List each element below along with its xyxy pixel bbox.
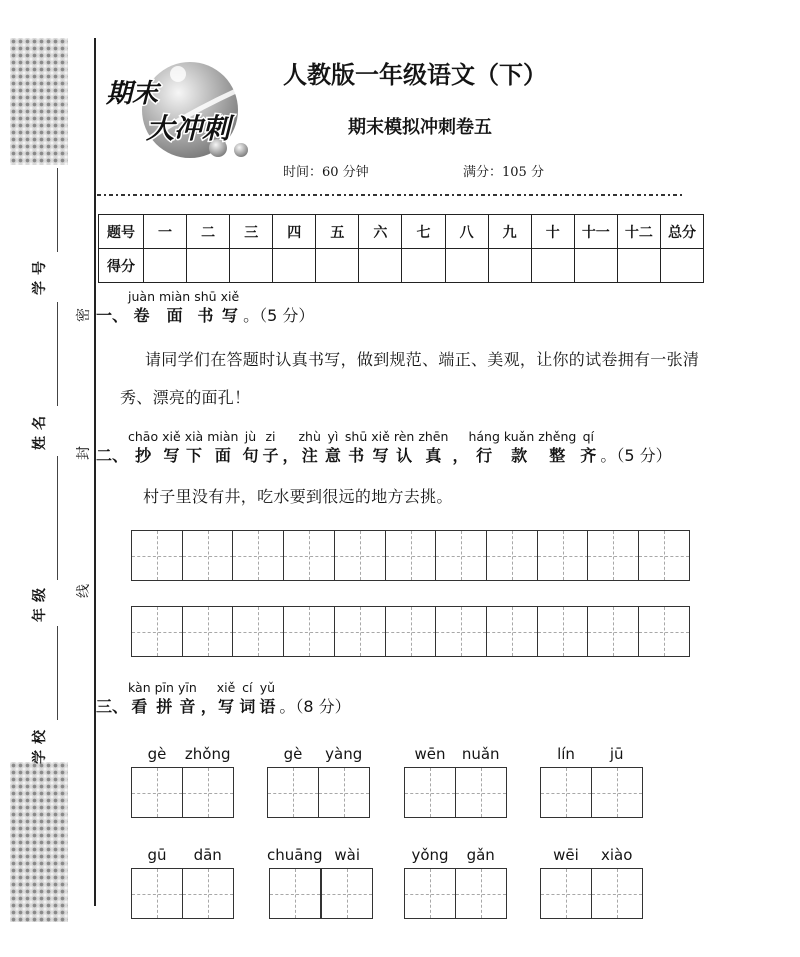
seal-char-mi: 密 xyxy=(76,308,92,322)
pinyin-char xyxy=(217,680,236,718)
section-points: 。（5 分） xyxy=(243,306,315,325)
pinyin-char xyxy=(418,429,448,467)
pinyin: xiě xyxy=(162,429,181,444)
hanzi: 下 xyxy=(185,446,202,465)
pinyin: miàn xyxy=(207,429,239,444)
score-blank-cell xyxy=(359,249,402,283)
word-syllable xyxy=(131,744,183,818)
copy-sentence: 村子里没有井，吃水要到很远的地方去挑。 xyxy=(143,487,453,506)
pinyin: rèn xyxy=(393,429,415,444)
pinyin: cí xyxy=(242,680,253,695)
word-syllable xyxy=(540,845,592,919)
writing-cell xyxy=(591,767,643,818)
writing-cell xyxy=(321,868,373,919)
hanzi: 书 xyxy=(348,446,365,465)
word-item xyxy=(267,845,373,919)
word-pinyin: nuǎn xyxy=(461,745,500,763)
writing-cell xyxy=(334,530,386,581)
hanzi: 认 xyxy=(396,446,413,465)
pinyin: kàn xyxy=(128,680,151,695)
word-syllable xyxy=(455,845,507,919)
pinyin-char xyxy=(262,429,278,467)
question-number-cell: 九 xyxy=(488,215,531,249)
writing-cell xyxy=(455,767,507,818)
section-points: 。（5 分） xyxy=(600,446,672,465)
word-syllable xyxy=(321,845,373,919)
hanzi: 写 xyxy=(163,446,180,465)
hanzi: 音 xyxy=(179,697,196,716)
score-blank-cell xyxy=(488,249,531,283)
score-table xyxy=(98,214,704,283)
section-points: 。（8 分） xyxy=(279,697,351,716)
word-syllable xyxy=(318,744,370,818)
pinyin-char xyxy=(504,429,534,467)
word-pinyin: zhǒng xyxy=(184,745,231,763)
question-number-cell: 十 xyxy=(531,215,574,249)
writing-cell xyxy=(131,767,183,818)
writing-cell xyxy=(540,868,592,919)
word-pinyin: lín xyxy=(557,745,575,763)
question-number-cell: 十一 xyxy=(574,215,617,249)
hanzi: 拼 xyxy=(156,697,173,716)
pinyin-char xyxy=(345,429,367,467)
section-2-heading xyxy=(96,429,672,467)
score-blank-cell xyxy=(617,249,660,283)
pinyin-char xyxy=(178,680,197,718)
binding-write-line xyxy=(57,456,58,580)
score-blank-cell xyxy=(445,249,488,283)
pinyin: juàn xyxy=(128,289,155,304)
hanzi: 整 xyxy=(549,446,566,465)
section-number: 三、 xyxy=(96,697,129,716)
pinyin: miàn xyxy=(159,289,191,304)
pinyin: háng xyxy=(468,429,500,444)
word-pinyin: wēi xyxy=(553,846,579,864)
exam-sprint-logo xyxy=(98,50,258,165)
binding-write-line xyxy=(57,626,58,720)
logo-text-line2: 大冲刺 xyxy=(146,112,231,145)
writing-cell xyxy=(182,868,234,919)
question-number-cell: 二 xyxy=(187,215,230,249)
hanzi: 句 xyxy=(242,446,259,465)
pinyin-char xyxy=(128,429,158,467)
question-number-cell: 四 xyxy=(273,215,316,249)
writing-cell xyxy=(232,606,284,657)
paper-subtitle: 期末模拟冲刺卷五 xyxy=(348,117,492,138)
word-syllable xyxy=(182,845,234,919)
pinyin-char xyxy=(221,289,240,327)
writing-cell xyxy=(591,868,643,919)
question-number-row xyxy=(99,215,704,249)
score-blank-cell xyxy=(187,249,230,283)
word-syllable xyxy=(182,744,234,818)
pinyin: jù xyxy=(244,429,257,444)
word-pinyin: gǎn xyxy=(466,846,495,864)
word-syllable xyxy=(540,744,592,818)
writing-cell xyxy=(267,767,319,818)
full-score: 满分：105 分 xyxy=(463,165,544,180)
word-pinyin: jū xyxy=(609,745,624,763)
word-pinyin: chuāng xyxy=(267,846,323,864)
score-label: 得分 xyxy=(99,249,144,283)
pinyin: xiě xyxy=(216,680,236,695)
pinyin-char xyxy=(207,429,238,467)
hanzi: 注 xyxy=(301,446,318,465)
header-divider xyxy=(97,194,685,196)
word-pinyin: gè xyxy=(283,745,303,763)
writing-cell xyxy=(385,530,437,581)
writing-cell xyxy=(638,606,690,657)
pinyin: pīn xyxy=(154,680,174,695)
writing-cell xyxy=(404,868,456,919)
writing-cell xyxy=(385,606,437,657)
score-blank-cell xyxy=(230,249,273,283)
hanzi: 写 xyxy=(221,306,238,325)
hanzi: 面 xyxy=(166,306,183,325)
hanzi: 款 xyxy=(511,446,528,465)
seal-char-xian: 线 xyxy=(76,584,92,598)
word-pinyin: dān xyxy=(193,846,222,864)
punctuation: ， xyxy=(452,446,469,465)
question-number-cell: 五 xyxy=(316,215,359,249)
pinyin-char xyxy=(259,680,275,718)
pinyin-char xyxy=(299,429,321,467)
score-row xyxy=(99,249,704,283)
writing-cell xyxy=(486,530,538,581)
question-number-cell: 一 xyxy=(144,215,187,249)
word-pinyin: gū xyxy=(147,846,167,864)
pinyin: xiě xyxy=(371,429,390,444)
paper-title: 人教版一年级语文（下） xyxy=(283,61,547,89)
grade-label: 年级 xyxy=(32,582,48,622)
pinyin-char xyxy=(162,429,181,467)
word-pinyin: wài xyxy=(334,846,360,864)
pinyin: kuǎn xyxy=(503,429,535,444)
word-item xyxy=(404,845,507,919)
writing-cell xyxy=(537,606,589,657)
writing-cell xyxy=(638,530,690,581)
instruction-text-line2: 秀、漂亮的面孔！ xyxy=(120,388,251,407)
word-item xyxy=(404,744,507,818)
writing-grid-row xyxy=(131,606,690,657)
pinyin: xiě xyxy=(220,289,240,304)
word-pinyin: wēn xyxy=(414,745,446,763)
pinyin-char xyxy=(371,429,390,467)
hanzi: 语 xyxy=(259,697,276,716)
writing-cell xyxy=(131,530,183,581)
pinyin-char xyxy=(538,429,576,467)
score-blank-cell xyxy=(316,249,359,283)
pinyin: yīn xyxy=(177,680,197,695)
hanzi: 行 xyxy=(476,446,493,465)
pinyin-char xyxy=(128,680,151,718)
writing-cell xyxy=(587,606,639,657)
name-label: 姓名 xyxy=(32,410,48,450)
hanzi: 齐 xyxy=(580,446,597,465)
score-blank-cell xyxy=(144,249,187,283)
school-label: 学校 xyxy=(32,724,48,764)
word-pinyin: xiào xyxy=(600,846,633,864)
word-syllable xyxy=(404,845,456,919)
score-blank-cell xyxy=(531,249,574,283)
question-number-cell: 七 xyxy=(402,215,445,249)
logo-highlight xyxy=(170,66,186,82)
pinyin-char xyxy=(185,429,204,467)
writing-cell xyxy=(334,606,386,657)
writing-cell xyxy=(486,606,538,657)
hanzi: 写 xyxy=(372,446,389,465)
score-blank-cell xyxy=(660,249,703,283)
score-blank-cell xyxy=(574,249,617,283)
instruction-text-line1: 请同学们在答题时认真书写，做到规范、端正、美观，让你的试卷拥有一张清 xyxy=(145,350,700,369)
pinyin-char xyxy=(155,680,174,718)
hanzi: 看 xyxy=(131,697,148,716)
hanzi: 面 xyxy=(214,446,231,465)
pinyin: zhù xyxy=(298,429,321,444)
word-pinyin: yàng xyxy=(325,745,363,763)
writing-cell xyxy=(232,530,284,581)
word-item xyxy=(267,744,370,818)
writing-cell xyxy=(182,530,234,581)
pinyin-char xyxy=(128,289,155,327)
logo-bubble xyxy=(234,143,248,157)
section-number: 二、 xyxy=(96,446,129,465)
word-item xyxy=(131,845,234,919)
seal-char-feng: 封 xyxy=(76,446,92,460)
writing-cell xyxy=(435,530,487,581)
punctuation: ， xyxy=(282,446,299,465)
hanzi: 子 xyxy=(262,446,279,465)
section-1-heading xyxy=(96,289,314,327)
student-id-label: 学号 xyxy=(32,255,48,295)
hanzi: 词 xyxy=(239,697,256,716)
punctuation: ， xyxy=(200,697,217,716)
writing-grid-row xyxy=(131,530,690,581)
writing-cell xyxy=(283,530,335,581)
pinyin: qí xyxy=(582,429,595,444)
word-syllable xyxy=(591,845,643,919)
writing-cell xyxy=(455,868,507,919)
pinyin: chāo xyxy=(128,429,159,444)
writing-cell xyxy=(182,606,234,657)
word-item xyxy=(540,744,643,818)
writing-cell xyxy=(435,606,487,657)
writing-cell xyxy=(537,530,589,581)
word-syllable xyxy=(131,845,183,919)
word-syllable xyxy=(455,744,507,818)
pinyin: shū xyxy=(194,289,217,304)
writing-cell xyxy=(283,606,335,657)
writing-cell xyxy=(182,767,234,818)
pinyin-char xyxy=(239,680,255,718)
writing-cell xyxy=(131,868,183,919)
word-syllable xyxy=(404,744,456,818)
pinyin: yì xyxy=(327,429,339,444)
logo-text-line1: 期末 xyxy=(106,79,159,109)
pinyin-char xyxy=(242,429,258,467)
binding-pattern-bottom xyxy=(10,762,68,922)
binding-write-line xyxy=(57,302,58,406)
word-pinyin: yǒng xyxy=(411,846,449,864)
question-number-cell: 十二 xyxy=(617,215,660,249)
binding-write-line xyxy=(57,168,58,252)
hanzi: 书 xyxy=(197,306,214,325)
pinyin-char xyxy=(468,429,499,467)
score-blank-cell xyxy=(402,249,445,283)
section-3-heading xyxy=(96,680,351,718)
pinyin-char xyxy=(194,289,216,327)
binding-pattern-top xyxy=(10,38,68,165)
pinyin: yǔ xyxy=(259,680,276,695)
word-item xyxy=(540,845,643,919)
writing-cell xyxy=(269,868,321,919)
total-score-header: 总分 xyxy=(660,215,703,249)
question-number-cell: 三 xyxy=(230,215,273,249)
pinyin-char xyxy=(159,289,190,327)
word-syllable xyxy=(267,744,319,818)
binding-rule xyxy=(94,38,96,906)
word-syllable xyxy=(267,845,322,919)
writing-cell xyxy=(318,767,370,818)
question-number-cell: 六 xyxy=(359,215,402,249)
word-syllable xyxy=(591,744,643,818)
pinyin: zhēn xyxy=(418,429,449,444)
score-blank-cell xyxy=(273,249,316,283)
question-number-cell: 八 xyxy=(445,215,488,249)
pinyin: shū xyxy=(344,429,368,444)
section-number: 一、 xyxy=(96,306,129,325)
exam-time: 时间：60 分钟 xyxy=(283,165,369,180)
hanzi: 真 xyxy=(425,446,442,465)
pinyin: zi xyxy=(265,429,276,444)
writing-cell xyxy=(540,767,592,818)
hanzi: 意 xyxy=(324,446,341,465)
pinyin-char xyxy=(394,429,414,467)
pinyin-char xyxy=(580,429,596,467)
pinyin: xià xyxy=(184,429,204,444)
question-number-label: 题号 xyxy=(99,215,144,249)
word-pinyin: gè xyxy=(147,745,167,763)
hanzi: 写 xyxy=(218,697,235,716)
word-item xyxy=(131,744,234,818)
hanzi: 卷 xyxy=(133,306,150,325)
writing-cell xyxy=(404,767,456,818)
pinyin: zhěng xyxy=(538,429,577,444)
writing-cell xyxy=(587,530,639,581)
hanzi: 抄 xyxy=(135,446,152,465)
pinyin-char xyxy=(325,429,341,467)
writing-cell xyxy=(131,606,183,657)
